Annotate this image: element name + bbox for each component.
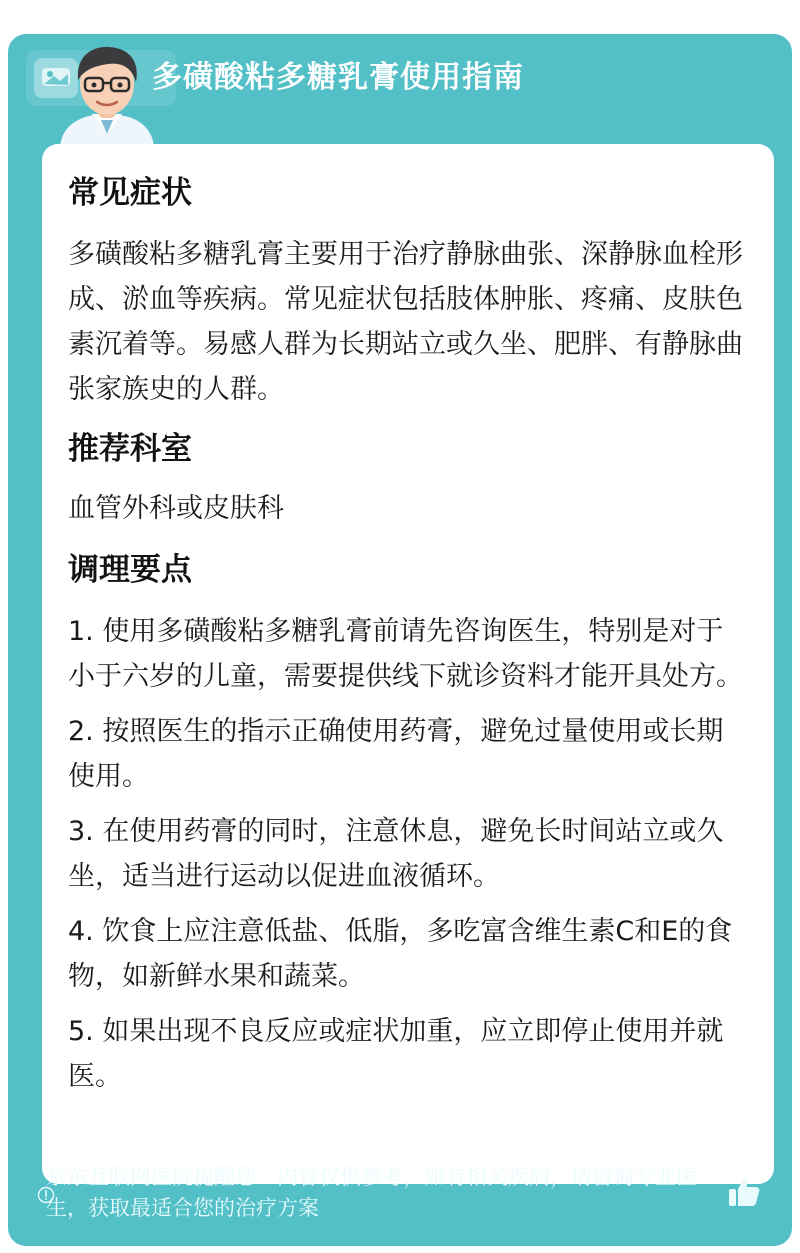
- page-title: 多磺酸粘多糖乳膏使用指南: [152, 60, 524, 95]
- department-text: 血管外科或皮肤科: [68, 493, 284, 524]
- care-tip-5: 5. 如果出现不良反应或症状加重，应立即停止使用并就医。: [68, 1016, 724, 1092]
- care-tip-4: 4. 饮食上应注意低盐、低脂，多吃富含维生素C和E的食物，如新鲜水果和蔬菜。: [68, 916, 733, 992]
- content-card: [42, 144, 774, 1184]
- department-heading: 推荐科室: [68, 431, 192, 467]
- footer-disclaimer: 京东互联网医院提醒您：内容仅供参考，如有相关疾病，请咨询专业医生，获取最适合您的治疗方案: [46, 1165, 697, 1220]
- care-tip-3: 3. 在使用药膏的同时，注意休息，避免长时间站立或久坐，适当进行运动以促进血液循环。: [68, 816, 724, 892]
- care-heading: 调理要点: [68, 552, 192, 588]
- card-content: [68, 166, 748, 1109]
- care-tips-list: [68, 609, 748, 1099]
- care-tip-1: 1. 使用多磺酸粘多糖乳膏前请先咨询医生，特别是对于小于六岁的儿童，需要提供线下就诊资料才能开具处方。: [68, 616, 743, 692]
- symptoms-heading: 常见症状: [68, 175, 192, 211]
- care-tip-2: 2. 按照医生的指示正确使用药膏，避免过量使用或长期使用。: [68, 716, 724, 792]
- doctor-avatar: [52, 42, 162, 147]
- guide-panel: [8, 34, 792, 1246]
- thumbs-up-icon[interactable]: [726, 1174, 762, 1210]
- symptoms-text: 多磺酸粘多糖乳膏主要用于治疗静脉曲张、深静脉血栓形成、淤血等疾病。常见症状包括肢体肿胀、疼痛、皮肤色素沉着等。易感人群为长期站立或久坐、肥胖、有静脉曲张家族史的人群。: [68, 239, 743, 405]
